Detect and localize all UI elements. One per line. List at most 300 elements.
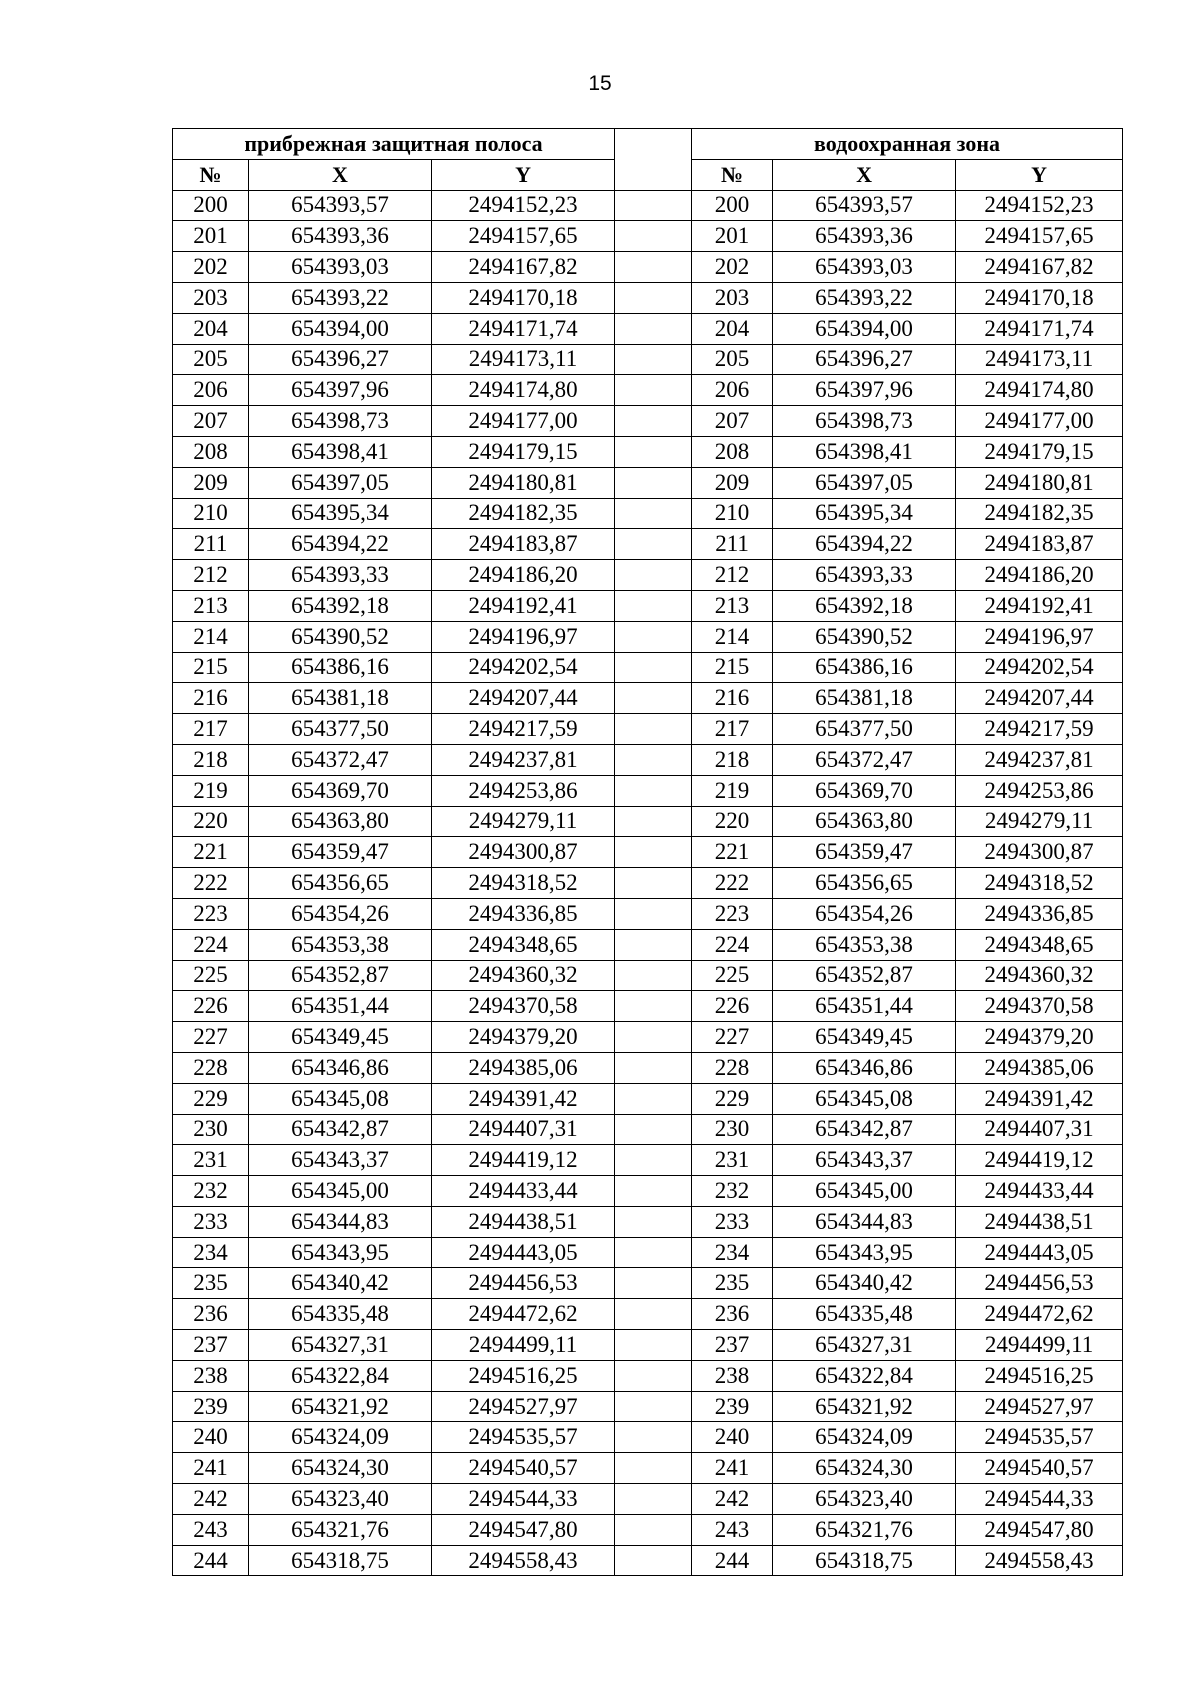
separator-cell <box>615 621 692 652</box>
right-num-cell: 225 <box>692 960 773 991</box>
left-num-cell: 203 <box>173 282 249 313</box>
separator-cell <box>615 714 692 745</box>
right-num-cell: 216 <box>692 683 773 714</box>
left-y-cell: 2494186,20 <box>432 560 615 591</box>
right-num-cell: 221 <box>692 837 773 868</box>
right-y-cell: 2494279,11 <box>956 806 1123 837</box>
table-row <box>173 221 1123 252</box>
separator-cell <box>615 406 692 437</box>
separator-cell <box>615 467 692 498</box>
left-num-cell: 206 <box>173 375 249 406</box>
left-y-cell: 2494180,81 <box>432 467 615 498</box>
left-x-cell: 654340,42 <box>249 1268 432 1299</box>
left-num-cell: 227 <box>173 1022 249 1053</box>
left-x-cell: 654395,34 <box>249 498 432 529</box>
right-x-cell: 654363,80 <box>773 806 956 837</box>
left-num-cell: 238 <box>173 1360 249 1391</box>
right-x-cell: 654372,47 <box>773 744 956 775</box>
right-x-cell: 654395,34 <box>773 498 956 529</box>
right-num-cell: 200 <box>692 190 773 221</box>
left-y-cell: 2494544,33 <box>432 1484 615 1515</box>
separator-cell <box>615 1299 692 1330</box>
separator-cell <box>615 1022 692 1053</box>
right-x-cell: 654393,36 <box>773 221 956 252</box>
left-y-cell: 2494177,00 <box>432 406 615 437</box>
right-x-cell: 654352,87 <box>773 960 956 991</box>
separator-cell <box>615 806 692 837</box>
separator-cell <box>615 1114 692 1145</box>
table-row <box>173 375 1123 406</box>
right-x-cell: 654345,00 <box>773 1176 956 1207</box>
left-x-cell: 654324,30 <box>249 1453 432 1484</box>
left-y-cell: 2494370,58 <box>432 991 615 1022</box>
separator-cell <box>615 436 692 467</box>
right-num-cell: 215 <box>692 652 773 683</box>
left-num-cell: 222 <box>173 868 249 899</box>
table-row <box>173 1022 1123 1053</box>
table-row <box>173 1299 1123 1330</box>
left-num-cell: 207 <box>173 406 249 437</box>
left-x-cell: 654322,84 <box>249 1360 432 1391</box>
separator-cell <box>615 190 692 221</box>
left-num-cell: 213 <box>173 590 249 621</box>
left-y-cell: 2494472,62 <box>432 1299 615 1330</box>
left-num-cell: 228 <box>173 1052 249 1083</box>
right-y-cell: 2494456,53 <box>956 1268 1123 1299</box>
right-x-cell: 654398,73 <box>773 406 956 437</box>
right-num-cell: 224 <box>692 929 773 960</box>
left-y-cell: 2494300,87 <box>432 837 615 868</box>
left-num-cell: 209 <box>173 467 249 498</box>
right-y-cell: 2494472,62 <box>956 1299 1123 1330</box>
separator-cell <box>615 1083 692 1114</box>
right-x-cell: 654351,44 <box>773 991 956 1022</box>
right-x-cell: 654392,18 <box>773 590 956 621</box>
left-num-cell: 234 <box>173 1237 249 1268</box>
table-row <box>173 1391 1123 1422</box>
right-y-header: Y <box>956 159 1123 190</box>
left-section-title: прибрежная защитная полоса <box>173 129 615 160</box>
left-num-cell: 204 <box>173 313 249 344</box>
left-x-cell: 654394,00 <box>249 313 432 344</box>
left-y-cell: 2494202,54 <box>432 652 615 683</box>
right-x-cell: 654394,00 <box>773 313 956 344</box>
left-num-cell: 223 <box>173 898 249 929</box>
right-y-cell: 2494499,11 <box>956 1330 1123 1361</box>
right-x-cell: 654394,22 <box>773 529 956 560</box>
left-x-cell: 654345,08 <box>249 1083 432 1114</box>
right-y-cell: 2494540,57 <box>956 1453 1123 1484</box>
left-x-cell: 654394,22 <box>249 529 432 560</box>
coordinates-table <box>172 128 1123 1576</box>
right-y-cell: 2494433,44 <box>956 1176 1123 1207</box>
right-num-cell: 207 <box>692 406 773 437</box>
separator-cell <box>615 221 692 252</box>
separator-cell <box>615 991 692 1022</box>
table-row <box>173 683 1123 714</box>
table-row <box>173 744 1123 775</box>
right-x-cell: 654343,95 <box>773 1237 956 1268</box>
left-y-cell: 2494279,11 <box>432 806 615 837</box>
separator-cell <box>615 560 692 591</box>
separator-cell <box>615 1268 692 1299</box>
right-y-cell: 2494318,52 <box>956 868 1123 899</box>
right-x-cell: 654345,08 <box>773 1083 956 1114</box>
right-num-cell: 226 <box>692 991 773 1022</box>
left-x-cell: 654327,31 <box>249 1330 432 1361</box>
left-num-cell: 232 <box>173 1176 249 1207</box>
right-y-cell: 2494438,51 <box>956 1206 1123 1237</box>
table-row <box>173 436 1123 467</box>
right-x-cell: 654323,40 <box>773 1484 956 1515</box>
left-x-cell: 654392,18 <box>249 590 432 621</box>
right-y-cell: 2494348,65 <box>956 929 1123 960</box>
left-x-cell: 654321,76 <box>249 1514 432 1545</box>
separator-cell <box>615 1514 692 1545</box>
right-y-cell: 2494516,25 <box>956 1360 1123 1391</box>
right-y-cell: 2494173,11 <box>956 344 1123 375</box>
right-y-cell: 2494558,43 <box>956 1545 1123 1576</box>
left-y-cell: 2494253,86 <box>432 775 615 806</box>
left-y-cell: 2494179,15 <box>432 436 615 467</box>
left-num-cell: 216 <box>173 683 249 714</box>
table-row <box>173 1268 1123 1299</box>
left-y-cell: 2494385,06 <box>432 1052 615 1083</box>
right-y-cell: 2494547,80 <box>956 1514 1123 1545</box>
right-x-cell: 654335,48 <box>773 1299 956 1330</box>
left-x-cell: 654398,41 <box>249 436 432 467</box>
left-y-cell: 2494157,65 <box>432 221 615 252</box>
right-num-cell: 204 <box>692 313 773 344</box>
left-x-cell: 654352,87 <box>249 960 432 991</box>
right-y-cell: 2494336,85 <box>956 898 1123 929</box>
left-x-cell: 654393,36 <box>249 221 432 252</box>
table-row <box>173 1176 1123 1207</box>
separator-cell <box>615 590 692 621</box>
left-num-cell: 221 <box>173 837 249 868</box>
table-row <box>173 1083 1123 1114</box>
left-x-cell: 654335,48 <box>249 1299 432 1330</box>
table-row <box>173 529 1123 560</box>
left-num-cell: 242 <box>173 1484 249 1515</box>
left-y-cell: 2494318,52 <box>432 868 615 899</box>
left-x-cell: 654398,73 <box>249 406 432 437</box>
right-num-cell: 220 <box>692 806 773 837</box>
left-num-cell: 243 <box>173 1514 249 1545</box>
table-row <box>173 344 1123 375</box>
separator-cell <box>615 282 692 313</box>
left-y-cell: 2494443,05 <box>432 1237 615 1268</box>
left-x-cell: 654344,83 <box>249 1206 432 1237</box>
right-num-cell: 230 <box>692 1114 773 1145</box>
right-num-cell: 234 <box>692 1237 773 1268</box>
right-num-cell: 222 <box>692 868 773 899</box>
right-x-cell: 654397,96 <box>773 375 956 406</box>
left-num-cell: 201 <box>173 221 249 252</box>
left-num-cell: 205 <box>173 344 249 375</box>
table-row <box>173 898 1123 929</box>
left-num-cell: 215 <box>173 652 249 683</box>
separator-cell <box>615 744 692 775</box>
right-y-cell: 2494379,20 <box>956 1022 1123 1053</box>
right-num-header: № <box>692 159 773 190</box>
separator-column <box>615 129 692 191</box>
left-num-cell: 218 <box>173 744 249 775</box>
right-num-cell: 242 <box>692 1484 773 1515</box>
right-y-cell: 2494174,80 <box>956 375 1123 406</box>
left-y-cell: 2494407,31 <box>432 1114 615 1145</box>
right-num-cell: 214 <box>692 621 773 652</box>
right-num-cell: 241 <box>692 1453 773 1484</box>
table-row <box>173 1514 1123 1545</box>
right-x-cell: 654342,87 <box>773 1114 956 1145</box>
right-x-cell: 654321,76 <box>773 1514 956 1545</box>
separator-cell <box>615 868 692 899</box>
right-num-cell: 209 <box>692 467 773 498</box>
left-x-cell: 654343,37 <box>249 1145 432 1176</box>
right-x-cell: 654377,50 <box>773 714 956 745</box>
right-num-cell: 239 <box>692 1391 773 1422</box>
table-row <box>173 1237 1123 1268</box>
table-row <box>173 960 1123 991</box>
right-section-title: водоохранная зона <box>692 129 1123 160</box>
left-num-cell: 202 <box>173 252 249 283</box>
table-row <box>173 1484 1123 1515</box>
right-y-cell: 2494182,35 <box>956 498 1123 529</box>
right-x-cell: 654386,16 <box>773 652 956 683</box>
right-num-cell: 231 <box>692 1145 773 1176</box>
separator-cell <box>615 929 692 960</box>
left-y-header: Y <box>432 159 615 190</box>
right-num-cell: 238 <box>692 1360 773 1391</box>
left-y-cell: 2494196,97 <box>432 621 615 652</box>
left-y-cell: 2494438,51 <box>432 1206 615 1237</box>
right-num-cell: 233 <box>692 1206 773 1237</box>
table-row <box>173 929 1123 960</box>
right-x-cell: 654393,57 <box>773 190 956 221</box>
table-row <box>173 1422 1123 1453</box>
right-y-cell: 2494217,59 <box>956 714 1123 745</box>
table-row <box>173 1206 1123 1237</box>
right-num-cell: 202 <box>692 252 773 283</box>
right-y-cell: 2494419,12 <box>956 1145 1123 1176</box>
separator-cell <box>615 313 692 344</box>
left-y-cell: 2494217,59 <box>432 714 615 745</box>
left-num-cell: 210 <box>173 498 249 529</box>
separator-cell <box>615 252 692 283</box>
left-y-cell: 2494167,82 <box>432 252 615 283</box>
right-y-cell: 2494171,74 <box>956 313 1123 344</box>
right-y-cell: 2494527,97 <box>956 1391 1123 1422</box>
left-y-cell: 2494170,18 <box>432 282 615 313</box>
left-num-cell: 225 <box>173 960 249 991</box>
left-x-cell: 654346,86 <box>249 1052 432 1083</box>
left-y-cell: 2494547,80 <box>432 1514 615 1545</box>
right-y-cell: 2494544,33 <box>956 1484 1123 1515</box>
table-row <box>173 621 1123 652</box>
left-y-cell: 2494419,12 <box>432 1145 615 1176</box>
right-num-cell: 223 <box>692 898 773 929</box>
table-row <box>173 1453 1123 1484</box>
right-y-cell: 2494183,87 <box>956 529 1123 560</box>
right-y-cell: 2494167,82 <box>956 252 1123 283</box>
left-x-cell: 654349,45 <box>249 1022 432 1053</box>
right-x-cell: 654327,31 <box>773 1330 956 1361</box>
separator-cell <box>615 1237 692 1268</box>
table-row <box>173 1052 1123 1083</box>
left-num-cell: 231 <box>173 1145 249 1176</box>
left-x-cell: 654393,33 <box>249 560 432 591</box>
right-x-cell: 654398,41 <box>773 436 956 467</box>
right-x-cell: 654393,33 <box>773 560 956 591</box>
left-x-cell: 654363,80 <box>249 806 432 837</box>
left-y-cell: 2494192,41 <box>432 590 615 621</box>
left-y-cell: 2494379,20 <box>432 1022 615 1053</box>
right-x-cell: 654396,27 <box>773 344 956 375</box>
right-x-cell: 654390,52 <box>773 621 956 652</box>
table-row <box>173 560 1123 591</box>
left-y-cell: 2494558,43 <box>432 1545 615 1576</box>
left-x-cell: 654372,47 <box>249 744 432 775</box>
right-y-cell: 2494391,42 <box>956 1083 1123 1114</box>
right-y-cell: 2494535,57 <box>956 1422 1123 1453</box>
left-x-cell: 654323,40 <box>249 1484 432 1515</box>
right-x-cell: 654356,65 <box>773 868 956 899</box>
separator-cell <box>615 344 692 375</box>
left-y-cell: 2494348,65 <box>432 929 615 960</box>
left-y-cell: 2494456,53 <box>432 1268 615 1299</box>
right-x-cell: 654340,42 <box>773 1268 956 1299</box>
left-num-cell: 236 <box>173 1299 249 1330</box>
left-y-cell: 2494174,80 <box>432 375 615 406</box>
table-row <box>173 313 1123 344</box>
right-num-cell: 205 <box>692 344 773 375</box>
right-num-cell: 219 <box>692 775 773 806</box>
separator-cell <box>615 1391 692 1422</box>
left-x-cell: 654354,26 <box>249 898 432 929</box>
right-y-cell: 2494170,18 <box>956 282 1123 313</box>
right-x-cell: 654346,86 <box>773 1052 956 1083</box>
right-y-cell: 2494192,41 <box>956 590 1123 621</box>
table-row <box>173 652 1123 683</box>
right-x-cell: 654397,05 <box>773 467 956 498</box>
separator-cell <box>615 1206 692 1237</box>
right-num-cell: 229 <box>692 1083 773 1114</box>
right-num-cell: 237 <box>692 1330 773 1361</box>
table-row <box>173 590 1123 621</box>
left-num-cell: 211 <box>173 529 249 560</box>
left-x-cell: 654390,52 <box>249 621 432 652</box>
left-x-cell: 654345,00 <box>249 1176 432 1207</box>
table-row <box>173 190 1123 221</box>
right-y-cell: 2494202,54 <box>956 652 1123 683</box>
right-num-cell: 217 <box>692 714 773 745</box>
right-num-cell: 227 <box>692 1022 773 1053</box>
left-num-cell: 220 <box>173 806 249 837</box>
left-x-cell: 654396,27 <box>249 344 432 375</box>
separator-cell <box>615 898 692 929</box>
left-y-cell: 2494391,42 <box>432 1083 615 1114</box>
table-row <box>173 1114 1123 1145</box>
left-x-cell: 654324,09 <box>249 1422 432 1453</box>
right-y-cell: 2494186,20 <box>956 560 1123 591</box>
table-row <box>173 806 1123 837</box>
right-x-cell: 654349,45 <box>773 1022 956 1053</box>
right-y-cell: 2494237,81 <box>956 744 1123 775</box>
separator-cell <box>615 498 692 529</box>
right-num-cell: 228 <box>692 1052 773 1083</box>
separator-cell <box>615 1330 692 1361</box>
right-x-cell: 654343,37 <box>773 1145 956 1176</box>
right-num-cell: 236 <box>692 1299 773 1330</box>
table-row <box>173 282 1123 313</box>
right-num-cell: 210 <box>692 498 773 529</box>
right-num-cell: 243 <box>692 1514 773 1545</box>
left-y-cell: 2494183,87 <box>432 529 615 560</box>
separator-cell <box>615 683 692 714</box>
left-num-cell: 235 <box>173 1268 249 1299</box>
right-num-cell: 232 <box>692 1176 773 1207</box>
left-x-cell: 654356,65 <box>249 868 432 899</box>
right-x-cell: 654359,47 <box>773 837 956 868</box>
right-x-cell: 654324,09 <box>773 1422 956 1453</box>
left-x-cell: 654353,38 <box>249 929 432 960</box>
left-y-cell: 2494171,74 <box>432 313 615 344</box>
right-num-cell: 235 <box>692 1268 773 1299</box>
separator-cell <box>615 652 692 683</box>
right-num-cell: 208 <box>692 436 773 467</box>
right-y-cell: 2494180,81 <box>956 467 1123 498</box>
left-y-cell: 2494499,11 <box>432 1330 615 1361</box>
left-num-cell: 226 <box>173 991 249 1022</box>
table-body <box>173 190 1123 1576</box>
left-num-cell: 214 <box>173 621 249 652</box>
left-y-cell: 2494527,97 <box>432 1391 615 1422</box>
right-y-cell: 2494360,32 <box>956 960 1123 991</box>
right-y-cell: 2494443,05 <box>956 1237 1123 1268</box>
left-num-cell: 200 <box>173 190 249 221</box>
right-x-cell: 654369,70 <box>773 775 956 806</box>
left-num-cell: 230 <box>173 1114 249 1145</box>
table-row <box>173 868 1123 899</box>
right-y-cell: 2494253,86 <box>956 775 1123 806</box>
left-x-cell: 654342,87 <box>249 1114 432 1145</box>
left-x-header: X <box>249 159 432 190</box>
left-y-cell: 2494516,25 <box>432 1360 615 1391</box>
right-y-cell: 2494157,65 <box>956 221 1123 252</box>
left-x-cell: 654386,16 <box>249 652 432 683</box>
left-y-cell: 2494152,23 <box>432 190 615 221</box>
left-y-cell: 2494360,32 <box>432 960 615 991</box>
right-x-cell: 654353,38 <box>773 929 956 960</box>
separator-cell <box>615 1052 692 1083</box>
left-x-cell: 654393,03 <box>249 252 432 283</box>
right-num-cell: 240 <box>692 1422 773 1453</box>
left-x-cell: 654393,57 <box>249 190 432 221</box>
right-x-cell: 654393,03 <box>773 252 956 283</box>
table-row <box>173 837 1123 868</box>
right-y-cell: 2494370,58 <box>956 991 1123 1022</box>
left-y-cell: 2494535,57 <box>432 1422 615 1453</box>
right-x-cell: 654393,22 <box>773 282 956 313</box>
right-num-cell: 218 <box>692 744 773 775</box>
separator-cell <box>615 837 692 868</box>
table-row <box>173 1360 1123 1391</box>
right-y-cell: 2494196,97 <box>956 621 1123 652</box>
left-num-cell: 239 <box>173 1391 249 1422</box>
right-y-cell: 2494207,44 <box>956 683 1123 714</box>
separator-cell <box>615 960 692 991</box>
